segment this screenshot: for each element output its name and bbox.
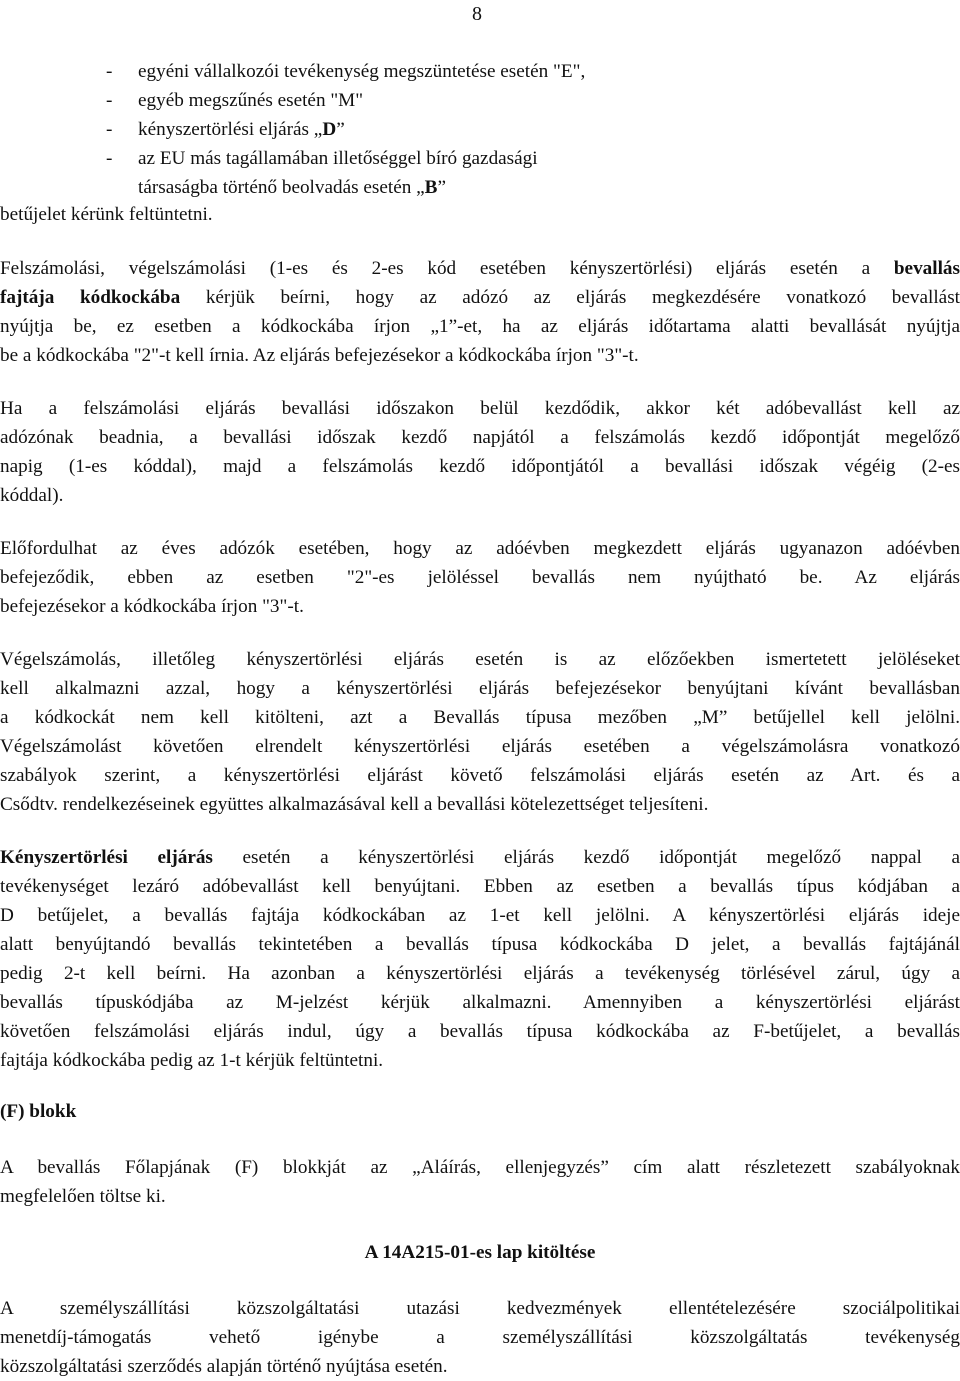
list-item: - az EU más tagállamában illetőséggel bíró gazdasági (106, 144, 926, 173)
list-dash: - (106, 61, 113, 82)
paragraph-passenger-transport: A személyszállítási közszolgáltatási utazási kedvezmények ellentételezésére szociálpolitikai menetdíj-támogatás vehető igénybe a személyszállítási közszolgáltatás tevékenység közszolgáltatási szerződés alapján történő nyújtása esetén. (0, 1298, 960, 1377)
list-item: - egyéb megszűnés esetén "M" (106, 86, 926, 115)
paragraph-voluntary-liquidation: Végelszámolás, illetőleg kényszertörlési eljárás esetén is az előzőekben ismertetett jelöléseket kell alkalmazni azzal, hogy a kényszertörlési eljárás befejezésekor benyújtani kívánt bevallásban a kódkockát nem kell kitölteni, azt a Bevallás típusa mezőben „M” betűjellel kell jelölni. Végelszámolást követően elrendelt kényszertörlési eljárás esetében a végelszámolásra vonatkozó szabályok szerint, a kényszertörlési eljárást követő felszámolási eljárás esetén az Art. és a Csődtv. rendelkezéseinek együttes alkalmazásával kell a bevallási kötelezettséget teljesíteni. (0, 649, 960, 815)
list-dash: - (106, 90, 113, 111)
section-heading-f-block: (F) blokk (0, 1101, 77, 1122)
code-letter: M (338, 90, 356, 111)
paragraph-signature: A bevallás Főlapjának (F) blokkját az „Aláírás, ellenjegyzés” cím alatt részletezett szabályoknak megfelelően töltse ki. (0, 1157, 960, 1207)
paragraph-liquidation: Felszámolási, végelszámolási (1-es és 2-es kód esetében kényszertörlési) eljárás esetén a bevallás fajtája kódkockába kérjük beírni, hogy az adózó az eljárás megkezdésére vonatkozó bevallást nyújtja be, ez esetben a kódkockába írjon „1”-et, ha az eljárás időtartama alatti bevallását nyújtja be a kódkockába "2"-t kell írnia. Az eljárás befejezésekor a kódkockába írjon "3"-t. (0, 258, 960, 366)
list-item-continuation: társaságba történő beolvadás esetén „B” (138, 177, 446, 198)
code-letter: B (424, 177, 438, 198)
list-item: - kényszertörlési eljárás „D” (106, 115, 926, 144)
paragraph-two-returns: Ha a felszámolási eljárás bevallási időszakon belül kezdődik, akkor két adóbevallást kell az adózónak beadnia, a bevallási időszak kezdő napjától a felszámolás kezdő időpontját megelőző napig (1-es kóddal), majd a felszámolás kezdő időpontjától a bevallási időszak végéig (2-es kóddal). (0, 398, 960, 506)
paragraph-forced-deletion: Kényszertörlési eljárás esetén a kényszertörlési eljárás kezdő időpontját megelőző nappal a tevékenységet lezáró adóbevallást kell benyújtani. Ebben az esetben a bevallás típus kódjában a D betűjelet, a bevallás fajtája kódkockában az 1-et kell jelölni. A kényszertörlési eljárás ideje alatt benyújtandó bevallás tekintetében a bevallás típusa kódkockába D jelet, a bevallás fajtájánál pedig 2-t kell beírni. Ha azonban a kényszertörlési eljárás a tevékenység törlésével zárul, úgy a bevallás típuskódjába az M-jelzést kérjük alkalmazni. Amennyiben a kényszertörlési eljárást követően felszámolási eljárás indul, úgy a bevallás típusa kódkockába az F-betűjelet, a bevallás fajtája kódkockába pedig az 1-t kérjük feltüntetni. (0, 847, 960, 1071)
list-item: - egyéni vállalkozói tevékenység megszüntetése esetén "E", (106, 57, 926, 86)
page-number: 8 (472, 3, 482, 25)
termination-code-list (106, 57, 926, 202)
section-heading-sheet: A 14A215-01-es lap kitöltése (364, 1242, 596, 1263)
list-dash: - (106, 119, 113, 140)
code-letter: D (322, 119, 337, 140)
code-letter: E (560, 61, 573, 82)
paragraph-annual-taxpayers: Előfordulhat az éves adózók esetében, hogy az adóévben megkezdett eljárás ugyanazon adóévben befejeződik, ebben az esetben "2"-es jelöléssel bevallás nem nyújtható be. Az eljárás befejezésekor a kódkockába írjon "3"-t. (0, 538, 960, 617)
list-tail: betűjelet kérünk feltüntetni. (0, 204, 213, 225)
list-dash: - (106, 148, 113, 169)
